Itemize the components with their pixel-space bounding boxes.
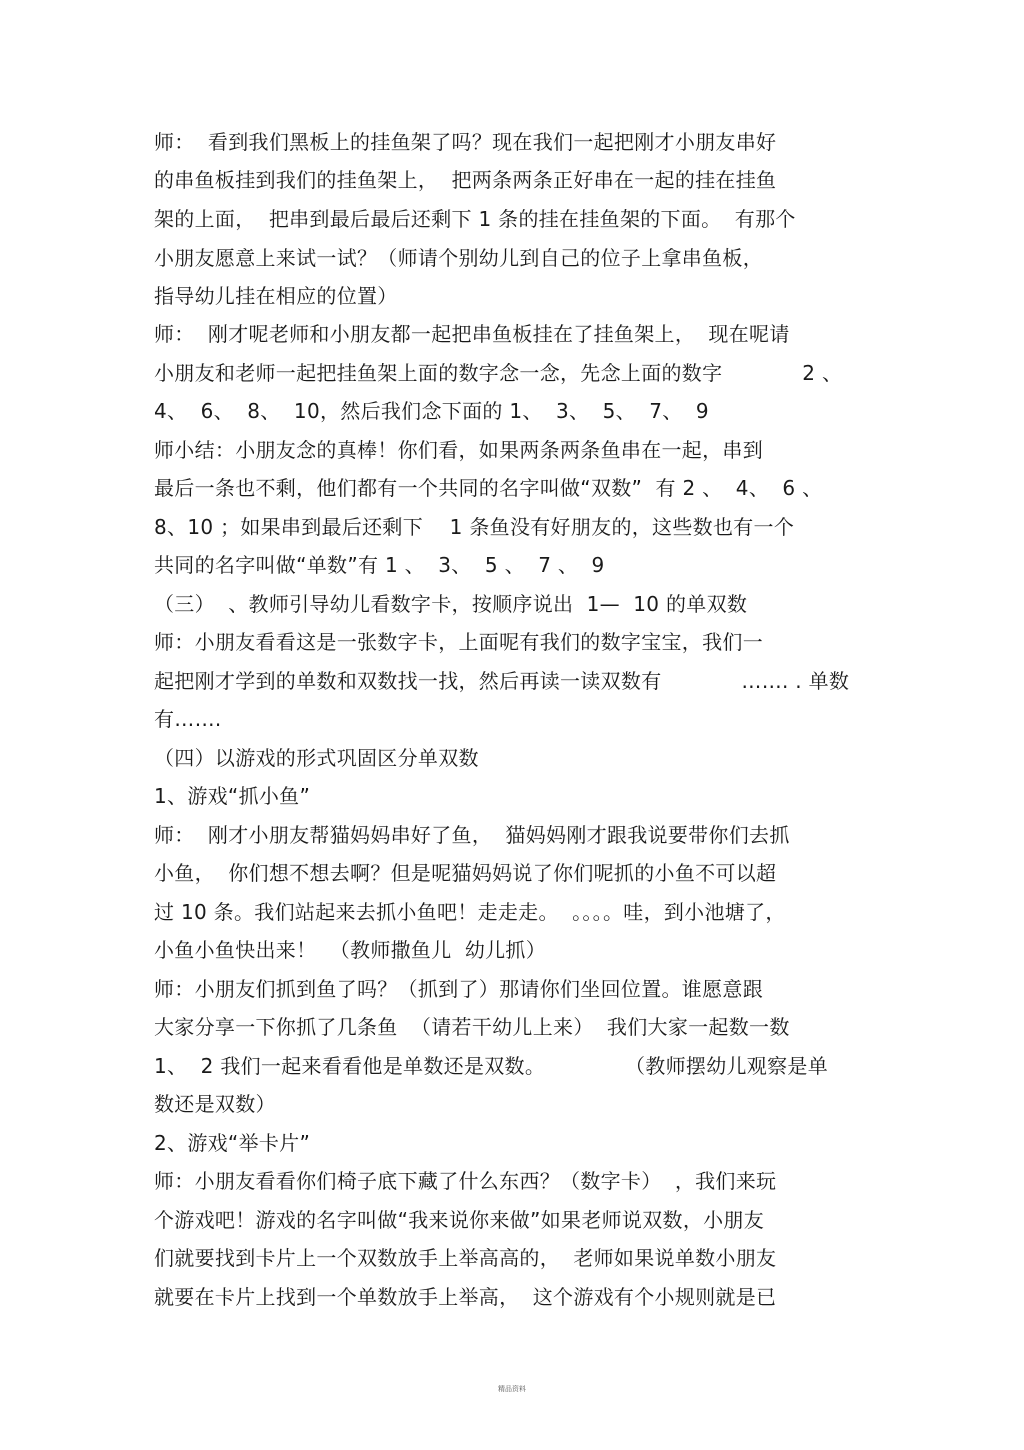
text-line: 最后一条也不剩，他们都有一个共同的名字叫做“双数” 有 2 、 4、 6 、 [154,476,823,500]
text-line: 小朋友愿意上来试一试？（师请个别幼儿到自己的位子上拿串鱼板， [154,246,763,270]
text-line: 师： 看到我们黑板上的挂鱼架了吗？现在我们一起把刚才小朋友串好 [154,130,777,154]
text-line: 师：小朋友看看你们椅子底下藏了什么东西？（数字卡） ，我们来玩 [154,1169,777,1193]
text-line: 共同的名字叫做“单数”有 1 、 3、 5 、 7 、 9 [154,553,605,577]
section-heading: （三） 、教师引导幼儿看数字卡，按顺序说出 1— 10 的单双数 [154,592,748,616]
text-line: 的串鱼板挂到我们的挂鱼架上， 把两条两条正好串在一起的挂在挂鱼 [154,168,777,192]
text-line: 指导幼儿挂在相应的位置） [154,284,398,308]
text-line: 8、10 ；如果串到最后还剩下 1 条鱼没有好朋友的，这些数也有一个 [154,515,795,539]
text-line: 们就要找到卡片上一个双数放手上举高高的， 老师如果说单数小朋友 [154,1246,777,1270]
text-line: 架的上面， 把串到最后最后还剩下 1 条的挂在挂鱼架的下面。 有那个 [154,207,796,231]
text-line: 师：小朋友看看这是一张数字卡，上面呢有我们的数字宝宝，我们一 [154,630,763,654]
text-line: 个游戏吧！游戏的名字叫做“我来说你来做”如果老师说双数，小朋友 [154,1208,765,1232]
text-line: 4、 6、 8、 10，然后我们念下面的 1、 3、 5、 7、 9 [154,399,709,423]
section-heading: （四）以游戏的形式巩固区分单双数 [154,746,479,770]
text-line: 师小结：小朋友念的真棒！你们看，如果两条两条鱼串在一起，串到 [154,438,763,462]
text-line: 有……. [154,707,222,731]
text-line: 小朋友和老师一起把挂鱼架上面的数字念一念，先念上面的数字 2 、 [154,361,843,385]
text-line: 小鱼小鱼快出来！ （教师撒鱼儿 幼儿抓） [154,938,547,962]
text-line: 起把刚才学到的单数和双数找一找，然后再读一读双数有 ……. . 单数 [154,669,850,693]
page-footer: 精品资料 [498,1385,526,1393]
game-heading: 1、游戏“抓小鱼” [154,784,311,808]
text-line: 师： 刚才呢老师和小朋友都一起把串鱼板挂在了挂鱼架上， 现在呢请 [154,322,790,346]
text-line: 小鱼， 你们想不想去啊？但是呢猫妈妈说了你们呢抓的小鱼不可以超 [154,861,777,885]
text-line: 数还是双数） [154,1092,276,1116]
text-line: 1、 2 我们一起来看看他是单数还是双数。 （教师摆幼儿观察是单 [154,1054,829,1078]
text-line: 就要在卡片上找到一个单数放手上举高， 这个游戏有个小规则就是已 [154,1285,777,1309]
text-line: 师： 刚才小朋友帮猫妈妈串好了鱼， 猫妈妈刚才跟我说要带你们去抓 [154,823,790,847]
text-line: 过 10 条。我们站起来去抓小鱼吧！走走走。 。。。。哇，到小池塘了， [154,900,786,924]
text-line: 师：小朋友们抓到鱼了吗？（抓到了）那请你们坐回位置。谁愿意跟 [154,977,763,1001]
text-line: 大家分享一下你抓了几条鱼 （请若干幼儿上来） 我们大家一起数一数 [154,1015,790,1039]
game-heading: 2、游戏“举卡片” [154,1131,311,1155]
